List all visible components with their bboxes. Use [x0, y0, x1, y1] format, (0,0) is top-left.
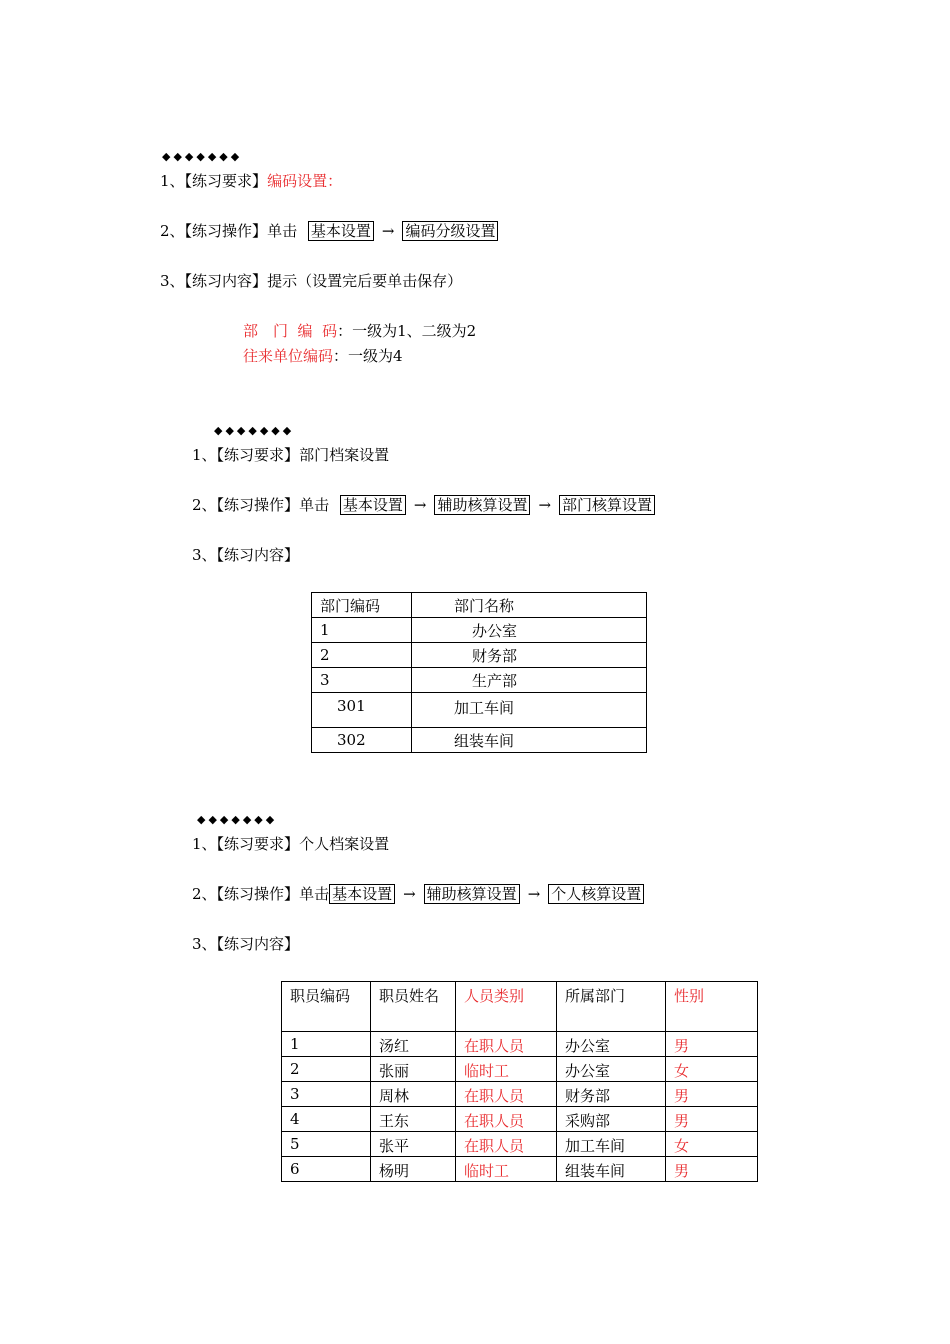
item-number: 1、	[160, 172, 185, 190]
s3-item1	[192, 835, 389, 853]
header-cell: 性别	[666, 982, 758, 1032]
step-personal-accounting-settings[interactable]: 个人核算设置	[548, 884, 644, 904]
dept-name-cell: 组装车间	[412, 728, 647, 753]
item-tag: 【练习要求】	[184, 172, 268, 190]
staff-name-cell: 王东	[371, 1107, 456, 1132]
dept-code-cell: 301	[312, 693, 412, 728]
staff-table	[281, 981, 758, 1182]
item-number: 2、	[192, 496, 217, 514]
item-text: 部门档案设置	[299, 446, 390, 464]
staff-type-cell: 在职人员	[456, 1082, 557, 1107]
item-tag: 【练习要求】	[216, 446, 300, 464]
step-dept-accounting-settings[interactable]: 部门核算设置	[559, 495, 655, 515]
note-dept-code	[243, 322, 476, 340]
header-cell: 所属部门	[557, 982, 666, 1032]
item-text: 单击	[267, 222, 298, 240]
note-value: ：一级为4	[333, 347, 403, 365]
staff-dept-cell: 组装车间	[557, 1157, 666, 1182]
item-text: 单击	[299, 885, 330, 903]
staff-code-cell: 4	[282, 1107, 371, 1132]
note-value: ：一级为1、二级为2	[337, 322, 477, 340]
table-header-row	[282, 982, 758, 1032]
item-number: 1、	[192, 835, 217, 853]
item-number: 3、	[192, 935, 217, 953]
staff-gender-cell: 女	[666, 1132, 758, 1157]
note-label: 往来单位编码	[243, 347, 334, 365]
table-row	[282, 1107, 758, 1132]
staff-name-cell: 张丽	[371, 1057, 456, 1082]
staff-dept-cell: 采购部	[557, 1107, 666, 1132]
staff-type-cell: 在职人员	[456, 1032, 557, 1057]
item-tag: 【练习操作】	[216, 885, 300, 903]
table-row	[282, 1082, 758, 1107]
staff-name-cell: 周林	[371, 1082, 456, 1107]
header-cell: 职员姓名	[371, 982, 456, 1032]
staff-gender-cell: 男	[666, 1157, 758, 1182]
staff-code-cell: 1	[282, 1032, 371, 1057]
dept-code-cell: 3	[312, 668, 412, 693]
dept-name-cell: 办公室	[412, 618, 647, 643]
dept-name-cell: 生产部	[412, 668, 647, 693]
s2-item3	[192, 546, 299, 564]
header-cell: 部门名称	[412, 593, 647, 618]
item-tag: 【练习内容】	[216, 546, 300, 564]
table-row	[312, 728, 647, 753]
staff-type-cell: 在职人员	[456, 1132, 557, 1157]
header-cell: 职员编码	[282, 982, 371, 1032]
arrow-icon: →	[413, 496, 427, 514]
step-aux-accounting-settings[interactable]: 辅助核算设置	[424, 884, 520, 904]
table-header-row	[312, 593, 647, 618]
item-tag: 【练习操作】	[184, 222, 268, 240]
table-row	[282, 1157, 758, 1182]
section2-diamonds: ◆◆◆◆◆◆◆	[214, 424, 295, 437]
header-cell: 部门编码	[312, 593, 412, 618]
staff-code-cell: 6	[282, 1157, 371, 1182]
item-number: 2、	[160, 222, 185, 240]
header-cell: 人员类别	[456, 982, 557, 1032]
staff-code-cell: 5	[282, 1132, 371, 1157]
dept-code-cell: 302	[312, 728, 412, 753]
dept-code-cell: 2	[312, 643, 412, 668]
note-partner-code	[243, 347, 403, 365]
item-text: 编码设置：	[267, 172, 343, 190]
staff-gender-cell: 男	[666, 1032, 758, 1057]
staff-gender-cell: 男	[666, 1082, 758, 1107]
item-text: 个人档案设置	[299, 835, 390, 853]
table-row	[312, 643, 647, 668]
s1-item1	[160, 172, 342, 190]
arrow-icon: →	[538, 496, 552, 514]
item-tag: 【练习操作】	[216, 496, 300, 514]
arrow-icon: →	[381, 222, 395, 240]
step-code-level-settings[interactable]: 编码分级设置	[402, 221, 498, 241]
table-row	[312, 693, 647, 728]
s3-item2	[192, 885, 644, 903]
dept-name-cell: 财务部	[412, 643, 647, 668]
step-basic-settings[interactable]: 基本设置	[308, 221, 374, 241]
department-table	[311, 592, 647, 753]
item-tag: 【练习内容】	[184, 272, 268, 290]
section3-diamonds: ◆◆◆◆◆◆◆	[197, 813, 278, 826]
staff-gender-cell: 男	[666, 1107, 758, 1132]
section1-diamonds: ◆◆◆◆◆◆◆	[162, 150, 243, 163]
dept-code-cell: 1	[312, 618, 412, 643]
s2-item2	[192, 496, 655, 514]
note-label: 部 门 编 码	[243, 322, 338, 340]
item-text: 提示（设置完后要单击保存）	[267, 272, 463, 290]
arrow-icon: →	[527, 885, 541, 903]
table-row	[312, 668, 647, 693]
staff-gender-cell: 女	[666, 1057, 758, 1082]
s1-item2	[160, 222, 498, 240]
staff-dept-cell: 办公室	[557, 1032, 666, 1057]
item-tag: 【练习内容】	[216, 935, 300, 953]
dept-name-cell: 加工车间	[412, 693, 647, 728]
s1-item3	[160, 272, 462, 290]
step-aux-accounting-settings[interactable]: 辅助核算设置	[434, 495, 530, 515]
staff-name-cell: 杨明	[371, 1157, 456, 1182]
item-number: 2、	[192, 885, 217, 903]
s2-item1	[192, 446, 389, 464]
staff-dept-cell: 加工车间	[557, 1132, 666, 1157]
staff-code-cell: 3	[282, 1082, 371, 1107]
staff-type-cell: 临时工	[456, 1057, 557, 1082]
table-row	[312, 618, 647, 643]
staff-name-cell: 汤红	[371, 1032, 456, 1057]
staff-dept-cell: 财务部	[557, 1082, 666, 1107]
item-number: 1、	[192, 446, 217, 464]
step-basic-settings[interactable]: 基本设置	[329, 884, 395, 904]
staff-dept-cell: 办公室	[557, 1057, 666, 1082]
s3-item3	[192, 935, 299, 953]
staff-name-cell: 张平	[371, 1132, 456, 1157]
item-number: 3、	[192, 546, 217, 564]
step-basic-settings[interactable]: 基本设置	[340, 495, 406, 515]
item-number: 3、	[160, 272, 185, 290]
staff-type-cell: 在职人员	[456, 1107, 557, 1132]
table-row	[282, 1057, 758, 1082]
item-text: 单击	[299, 496, 330, 514]
staff-code-cell: 2	[282, 1057, 371, 1082]
staff-type-cell: 临时工	[456, 1157, 557, 1182]
item-tag: 【练习要求】	[216, 835, 300, 853]
table-row	[282, 1132, 758, 1157]
table-row	[282, 1032, 758, 1057]
arrow-icon: →	[403, 885, 416, 903]
